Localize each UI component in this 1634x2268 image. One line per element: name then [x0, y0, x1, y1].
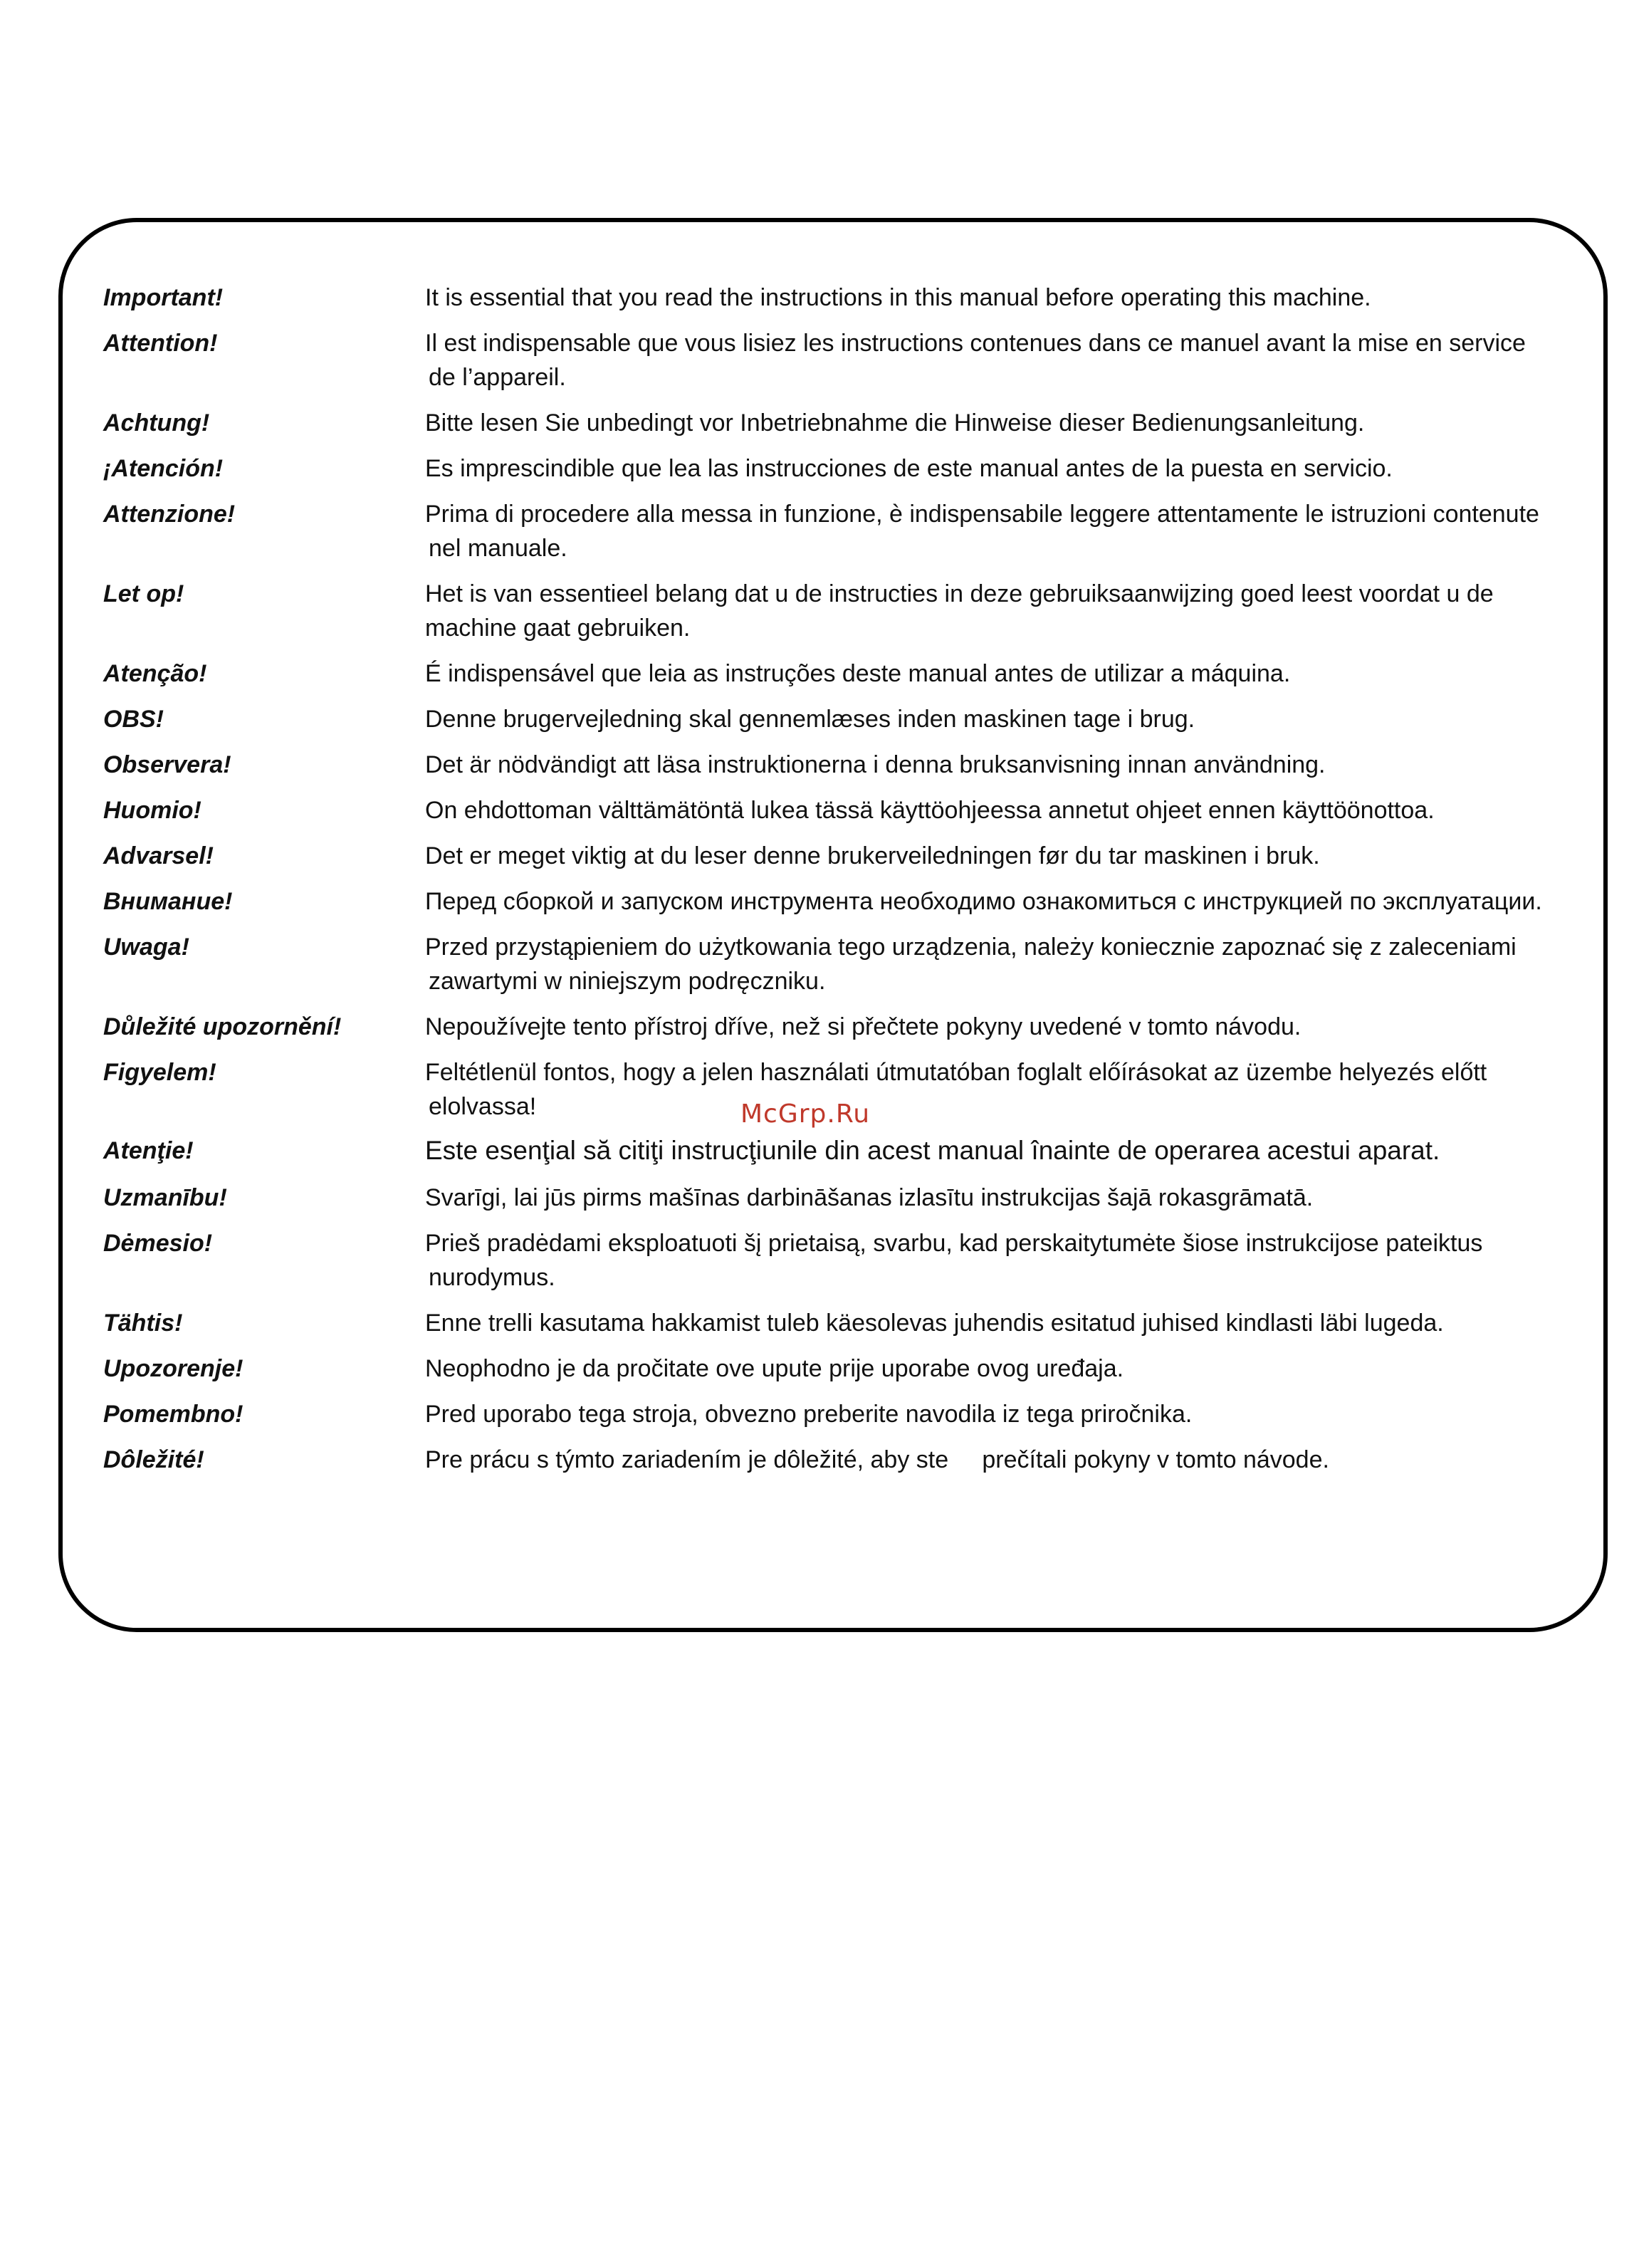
notice-text: Przed przystąpieniem do użytkowania tego urządzenia, należy koniecznie zapoznać się z zaleceniami zawartymi w niniejszym podręczniku. [425, 934, 1517, 995]
notice-label: Advarsel! [103, 842, 214, 869]
notice-text: Es imprescindible que lea las instrucciones de este manual antes de la puesta en servicio. [425, 455, 1393, 482]
notice-text: Feltétlenül fontos, hogy a jelen használati útmutatóban foglalt előírásokat az üzembe helyezés előtt elolvassa! [425, 1059, 1487, 1120]
notice-label: Pomembno! [103, 1401, 243, 1428]
notice-label: Dėmesio! [103, 1230, 213, 1257]
notice-label: Внимание! [103, 888, 233, 915]
notice-label: Let op! [103, 580, 184, 607]
notice-label: OBS! [103, 706, 164, 733]
notice-label: Atenţie! [103, 1137, 194, 1164]
notice-text: Este esenţial să citiţi instrucţiunile din acest manual înainte de operarea acestui aparat. [425, 1136, 1440, 1165]
notice-text: Det är nödvändigt att läsa instruktionerna i denna bruksanvisning innan användning. [425, 751, 1326, 778]
notice-text: Il est indispensable que vous lisiez les instructions contenues dans ce manuel avant la mise en service de l’appareil. [425, 330, 1526, 391]
notice-label: Uwaga! [103, 934, 189, 961]
notice-label: Figyelem! [103, 1059, 216, 1086]
notice-label: Atenção! [103, 660, 207, 687]
notice-text: Neophodno je da pročitate ove upute prije uporabe ovog uređaja. [425, 1355, 1124, 1382]
notice-text: É indispensável que leia as instruções deste manual antes de utilizar a máquina. [425, 660, 1291, 687]
notice-label: Achtung! [103, 409, 210, 437]
watermark-text: McGrp.Ru [740, 1099, 871, 1129]
notice-text: It is essential that you read the instructions in this manual before operating this machine. [425, 284, 1371, 311]
notice-label: Attenzione! [103, 501, 236, 528]
notice-text: Prieš pradėdami eksploatuoti šį prietaisą, svarbu, kad perskaitytumėte šiose instrukcijose pateiktus nurodymus. [425, 1230, 1483, 1291]
notice-text: On ehdottoman välttämätöntä lukea tässä käyttöohjeessa annetut ohjeet ennen käyttöönottoa. [425, 797, 1435, 824]
notice-text: Перед сборкой и запуском инструмента необходимо ознакомиться с инструкцией по эксплуатации. [425, 888, 1542, 915]
notice-text: Pre prácu s týmto zariadením je dôležité, aby ste prečítali pokyny v tomto návode. [425, 1446, 1329, 1473]
notice-label: Attention! [103, 330, 218, 357]
notice-label: Observera! [103, 751, 231, 778]
notice-text: Det er meget viktig at du leser denne brukerveiledningen før du tar maskinen i bruk. [425, 842, 1320, 869]
notice-text: Svarīgi, lai jūs pirms mašīnas darbināšanas izlasītu instrukcijas šajā rokasgrāmatā. [425, 1184, 1314, 1211]
notice-text: Het is van essentieel belang dat u de instructies in deze gebruiksaanwijzing goed leest voordat u de machine gaat gebruiken. [425, 580, 1494, 642]
notice-text: Prima di procedere alla messa in funzione, è indispensabile leggere attentamente le istruzioni contenute nel manuale. [425, 501, 1539, 562]
notice-label: Důležité upozornění! [103, 1013, 342, 1040]
notice-label: Dôležité! [103, 1446, 204, 1473]
notice-text: Bitte lesen Sie unbedingt vor Inbetriebnahme die Hinweise dieser Bedienungsanleitung. [425, 409, 1365, 437]
notice-text: Nepoužívejte tento přístroj dříve, než si přečtete pokyny uvedené v tomto návodu. [425, 1013, 1302, 1040]
notice-text: Enne trelli kasutama hakkamist tuleb käesolevas juhendis esitatud juhised kindlasti läbi lugeda. [425, 1310, 1444, 1337]
notice-text: Denne brugervejledning skal gennemlæses inden maskinen tage i brug. [425, 706, 1195, 733]
notice-label: Upozorenje! [103, 1355, 243, 1382]
notice-text: Pred uporabo tega stroja, obvezno preberite navodila iz tega priročnika. [425, 1401, 1193, 1428]
notice-label: Huomio! [103, 797, 201, 824]
notice-label: ¡Atención! [103, 455, 224, 482]
notice-label: Uzmanību! [103, 1184, 227, 1211]
notice-label: Tähtis! [103, 1310, 183, 1337]
notice-label: Important! [103, 284, 224, 311]
